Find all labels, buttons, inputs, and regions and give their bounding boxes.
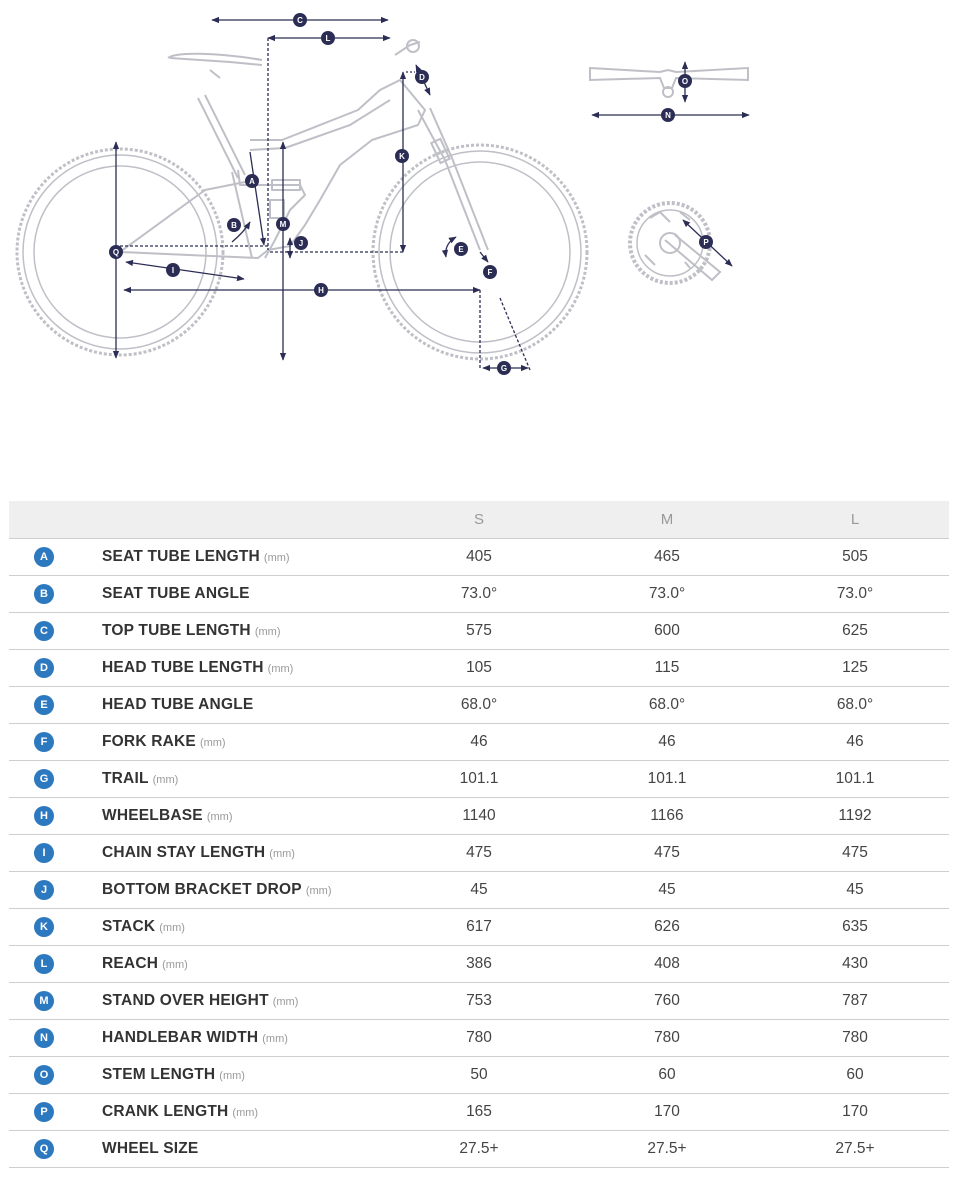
value-size-l: 475 — [761, 834, 949, 871]
measurement-name: SEAT TUBE ANGLE — [102, 584, 250, 602]
value-size-l: 430 — [761, 945, 949, 982]
value-size-s: 386 — [385, 945, 573, 982]
value-size-l: 780 — [761, 1019, 949, 1056]
measurement-name: WHEELBASE — [102, 806, 203, 824]
table-row-i — [9, 834, 949, 871]
value-size-m: 780 — [573, 1019, 761, 1056]
header-size-s: S — [473, 510, 484, 528]
value-size-m: 475 — [573, 834, 761, 871]
label-h — [314, 283, 328, 297]
label-i — [166, 263, 180, 277]
value-size-s: 50 — [385, 1056, 573, 1093]
table-row-m — [9, 982, 949, 1019]
measurement-letter-badge: O — [34, 1065, 54, 1085]
value-size-s: 617 — [385, 908, 573, 945]
measurement-letter-badge: L — [34, 954, 54, 974]
value-size-s: 45 — [385, 871, 573, 908]
measurement-name: REACH — [102, 954, 159, 972]
measurement-name: STAND OVER HEIGHT — [102, 991, 269, 1009]
value-size-l: 73.0° — [761, 575, 949, 612]
value-size-m: 170 — [573, 1093, 761, 1130]
value-size-l: 60 — [761, 1056, 949, 1093]
value-size-m: 1166 — [573, 797, 761, 834]
value-size-m: 45 — [573, 871, 761, 908]
table-row-g — [9, 760, 949, 797]
table-row-d — [9, 649, 949, 686]
svg-text:M: M — [279, 220, 287, 229]
measurement-unit: (mm) — [219, 1069, 245, 1082]
value-size-s: 575 — [385, 612, 573, 649]
label-f — [483, 265, 497, 279]
table-row-c — [9, 612, 949, 649]
measurement-unit: (mm) — [269, 847, 295, 860]
measurement-letter-badge: D — [34, 658, 54, 678]
measurement-unit: (mm) — [267, 662, 294, 675]
label-q — [109, 245, 123, 259]
bike-frame — [120, 54, 425, 258]
value-size-s: 105 — [385, 649, 573, 686]
value-size-m: 626 — [573, 908, 761, 945]
measurement-letter-badge: I — [34, 843, 54, 863]
value-size-l: 125 — [761, 649, 949, 686]
value-size-m: 408 — [573, 945, 761, 982]
value-size-m: 101.1 — [573, 760, 761, 797]
table-row-a — [9, 538, 949, 575]
measurement-name: FORK RAKE — [102, 732, 196, 750]
label-d — [415, 70, 429, 84]
measurement-unit: (mm) — [159, 921, 185, 934]
svg-text:E: E — [458, 245, 464, 254]
measurement-name: SEAT TUBE LENGTH — [102, 547, 260, 565]
label-a — [245, 174, 259, 188]
value-size-m: 27.5+ — [573, 1130, 761, 1167]
table-header-row — [9, 501, 949, 538]
measurement-unit: (mm) — [272, 995, 299, 1008]
measurement-letter-badge: J — [34, 880, 54, 900]
value-size-m: 600 — [573, 612, 761, 649]
label-e — [454, 242, 468, 256]
header-letter — [9, 501, 79, 538]
label-m — [276, 217, 290, 231]
svg-text:H: H — [318, 286, 324, 295]
header-size-l: L — [850, 510, 860, 528]
value-size-m: 465 — [573, 538, 761, 575]
value-size-s: 753 — [385, 982, 573, 1019]
label-j — [294, 236, 308, 250]
svg-text:J: J — [298, 239, 304, 248]
measurement-name: STACK — [102, 917, 156, 935]
value-size-m: 760 — [573, 982, 761, 1019]
table-row-l — [9, 945, 949, 982]
measurement-unit: (mm) — [254, 625, 281, 638]
measurement-letter-badge: A — [34, 547, 54, 567]
table-row-f — [9, 723, 949, 760]
value-size-s: 27.5+ — [385, 1130, 573, 1167]
bike-geometry-diagram — [0, 0, 961, 440]
value-size-s: 73.0° — [385, 575, 573, 612]
label-n — [661, 108, 675, 122]
measurement-unit: (mm) — [232, 1106, 259, 1119]
value-size-l: 68.0° — [761, 686, 949, 723]
measurement-letter-badge: B — [34, 584, 54, 604]
svg-text:B: B — [231, 221, 237, 230]
svg-text:L: L — [325, 34, 331, 43]
svg-text:D: D — [419, 73, 425, 82]
measurement-letter-badge: P — [34, 1102, 54, 1122]
value-size-s: 780 — [385, 1019, 573, 1056]
value-size-s: 46 — [385, 723, 573, 760]
svg-text:O: O — [681, 77, 689, 86]
table-row-o — [9, 1056, 949, 1093]
value-size-l: 787 — [761, 982, 949, 1019]
svg-text:C: C — [297, 16, 303, 25]
value-size-s: 405 — [385, 538, 573, 575]
label-o — [678, 74, 692, 88]
table-row-p — [9, 1093, 949, 1130]
table-row-n — [9, 1019, 949, 1056]
geometry-table — [9, 501, 949, 1168]
value-size-l: 635 — [761, 908, 949, 945]
value-size-l: 101.1 — [761, 760, 949, 797]
measurement-name: CRANK LENGTH — [102, 1102, 229, 1120]
measurement-letter-badge: E — [34, 695, 54, 715]
measurement-name: HEAD TUBE LENGTH — [102, 658, 264, 676]
table-row-h — [9, 797, 949, 834]
measurement-letter-badge: K — [34, 917, 54, 937]
table-row-q — [9, 1130, 949, 1167]
value-size-l: 27.5+ — [761, 1130, 949, 1167]
label-c — [293, 13, 307, 27]
handlebar-inset — [590, 68, 748, 97]
measurement-name: HANDLEBAR WIDTH — [102, 1028, 259, 1046]
value-size-m: 68.0° — [573, 686, 761, 723]
value-size-s: 165 — [385, 1093, 573, 1130]
svg-text:A: A — [249, 177, 255, 186]
measurement-unit: (mm) — [262, 1032, 288, 1045]
table-row-j — [9, 871, 949, 908]
measurement-name: BOTTOM BRACKET DROP — [102, 880, 302, 898]
measurement-letter-badge: G — [34, 769, 54, 789]
measurement-unit: (mm) — [152, 773, 179, 786]
svg-text:I: I — [171, 266, 175, 275]
value-size-s: 1140 — [385, 797, 573, 834]
value-size-l: 45 — [761, 871, 949, 908]
measurement-name: TOP TUBE LENGTH — [102, 621, 251, 639]
svg-text:P: P — [703, 238, 709, 247]
table-row-k — [9, 908, 949, 945]
measurement-unit: (mm) — [162, 958, 188, 971]
measurement-unit: (mm) — [206, 810, 233, 823]
header-measurement — [79, 501, 385, 538]
value-size-s: 475 — [385, 834, 573, 871]
value-size-l: 505 — [761, 538, 949, 575]
value-size-l: 170 — [761, 1093, 949, 1130]
measurement-unit: (mm) — [199, 736, 226, 749]
value-size-s: 101.1 — [385, 760, 573, 797]
table-row-b — [9, 575, 949, 612]
measurement-letter-badge: Q — [34, 1139, 54, 1159]
measurement-name: CHAIN STAY LENGTH — [102, 843, 266, 861]
measurement-letter-badge: C — [34, 621, 54, 641]
label-b — [227, 218, 241, 232]
svg-text:Q: Q — [112, 248, 120, 257]
measurement-letter-badge: M — [34, 991, 54, 1011]
header-size-m: M — [660, 510, 674, 528]
value-size-m: 115 — [573, 649, 761, 686]
value-size-m: 46 — [573, 723, 761, 760]
value-size-l: 46 — [761, 723, 949, 760]
measurement-name: WHEEL SIZE — [102, 1139, 199, 1157]
value-size-s: 68.0° — [385, 686, 573, 723]
value-size-m: 60 — [573, 1056, 761, 1093]
measurement-unit: (mm) — [263, 551, 290, 564]
value-size-l: 625 — [761, 612, 949, 649]
measurement-name: HEAD TUBE ANGLE — [102, 695, 254, 713]
measurement-name: TRAIL — [102, 769, 149, 787]
measurement-name: STEM LENGTH — [102, 1065, 216, 1083]
label-l — [321, 31, 335, 45]
measurement-letter-badge: N — [34, 1028, 54, 1048]
label-g — [497, 361, 511, 375]
svg-text:K: K — [399, 152, 405, 161]
measurement-unit: (mm) — [305, 884, 332, 897]
measurement-letter-badge: H — [34, 806, 54, 826]
value-size-m: 73.0° — [573, 575, 761, 612]
measurement-letter-badge: F — [34, 732, 54, 752]
svg-text:N: N — [665, 111, 671, 120]
svg-text:F: F — [487, 268, 493, 277]
label-k — [395, 149, 409, 163]
value-size-l: 1192 — [761, 797, 949, 834]
table-row-e — [9, 686, 949, 723]
label-p — [699, 235, 713, 249]
svg-text:G: G — [500, 364, 508, 373]
